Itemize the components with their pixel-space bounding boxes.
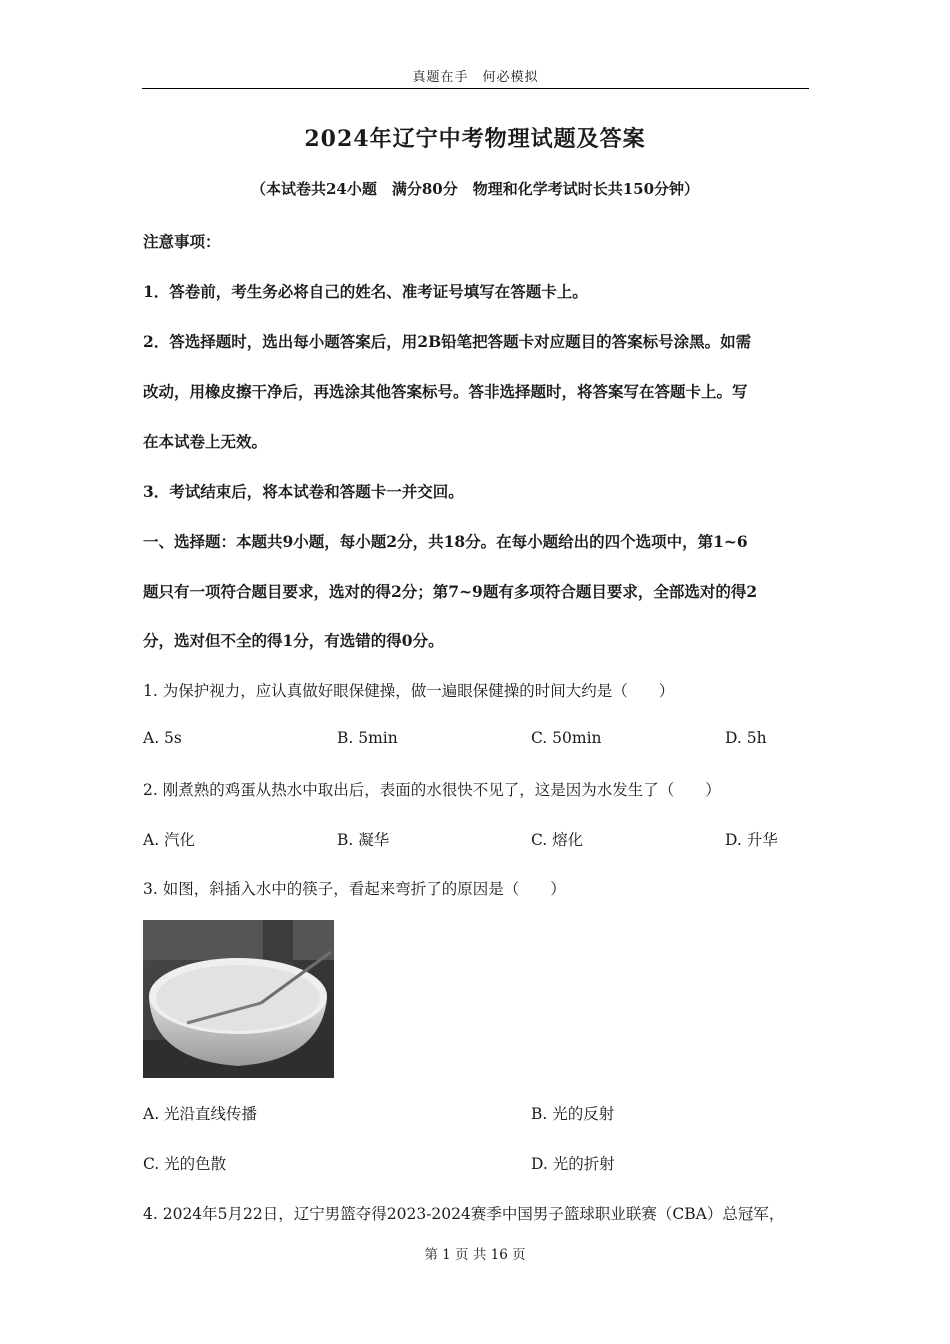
question-1-option-d: D. 5h [725, 729, 767, 747]
question-1-option-b: B. 5min [337, 729, 398, 747]
section-1-instructions: 一、选择题：本题共9小题，每小题2分，共18分。在每小题给出的四个选项中，第1~6 [143, 532, 748, 551]
question-2-option-a: A. 汽化 [143, 831, 196, 849]
page-footer: 第 1 页 共 16 页 [424, 1247, 526, 1263]
exam-subtitle: （本试卷共24小题 满分80分 物理和化学考试时长共150分钟） [250, 180, 700, 198]
notice-item-1: 1．答卷前，考生务必将自己的姓名、准考证号填写在答题卡上。 [143, 282, 588, 301]
question-3-option-d: D. 光的折射 [531, 1155, 615, 1173]
question-2-stem: 2. 刚煮熟的鸡蛋从热水中取出后，表面的水很快不见了，这是因为水发生了（ ） [143, 781, 721, 799]
notice-item-2-cont2: 在本试卷上无效。 [143, 432, 268, 451]
question-1-option-c: C. 50min [531, 729, 602, 747]
question-2-option-c: C. 熔化 [531, 831, 584, 849]
notice-heading: 注意事项： [143, 232, 221, 251]
header-divider [142, 88, 809, 89]
question-3-option-b: B. 光的反射 [531, 1105, 615, 1123]
question-3-option-c: C. 光的色散 [143, 1155, 227, 1173]
notice-item-3: 3．考试结束后，将本试卷和答题卡一并交回。 [143, 482, 464, 501]
question-2-option-d: D. 升华 [725, 831, 778, 849]
section-1-instructions-cont: 题只有一项符合题目要求，选对的得2分；第7~9题有多项符合题目要求，全部选对的得2 [143, 582, 758, 601]
notice-item-2: 2．答选择题时，选出每小题答案后，用2B铅笔把答题卡对应题目的答案标号涂黑。如需 [143, 332, 752, 351]
question-1-stem: 1. 为保护视力，应认真做好眼保健操，做一遍眼保健操的时间大约是（ ） [143, 682, 675, 700]
question-3-option-a: A. 光沿直线传播 [143, 1105, 258, 1123]
section-1-instructions-cont2: 分，选对但不全的得1分，有选错的得0分。 [143, 631, 444, 650]
exam-title: 2024年辽宁中考物理试题及答案 [304, 126, 646, 152]
bowl-chopstick-photo [143, 920, 334, 1078]
question-4-stem: 4. 2024年5月22日，辽宁男篮夺得2023-2024赛季中国男子篮球职业联赛（CBA）总冠军， [143, 1205, 785, 1223]
question-2-option-b: B. 凝华 [337, 831, 390, 849]
question-1-option-a: A. 5s [143, 729, 182, 747]
page-header: 真题在手 何必模拟 [412, 70, 539, 85]
notice-item-2-cont: 改动，用橡皮擦干净后，再选涂其他答案标号。答非选择题时，将答案写在答题卡上。写 [143, 382, 748, 401]
question-3-stem: 3. 如图，斜插入水中的筷子，看起来弯折了的原因是（ ） [143, 880, 566, 898]
